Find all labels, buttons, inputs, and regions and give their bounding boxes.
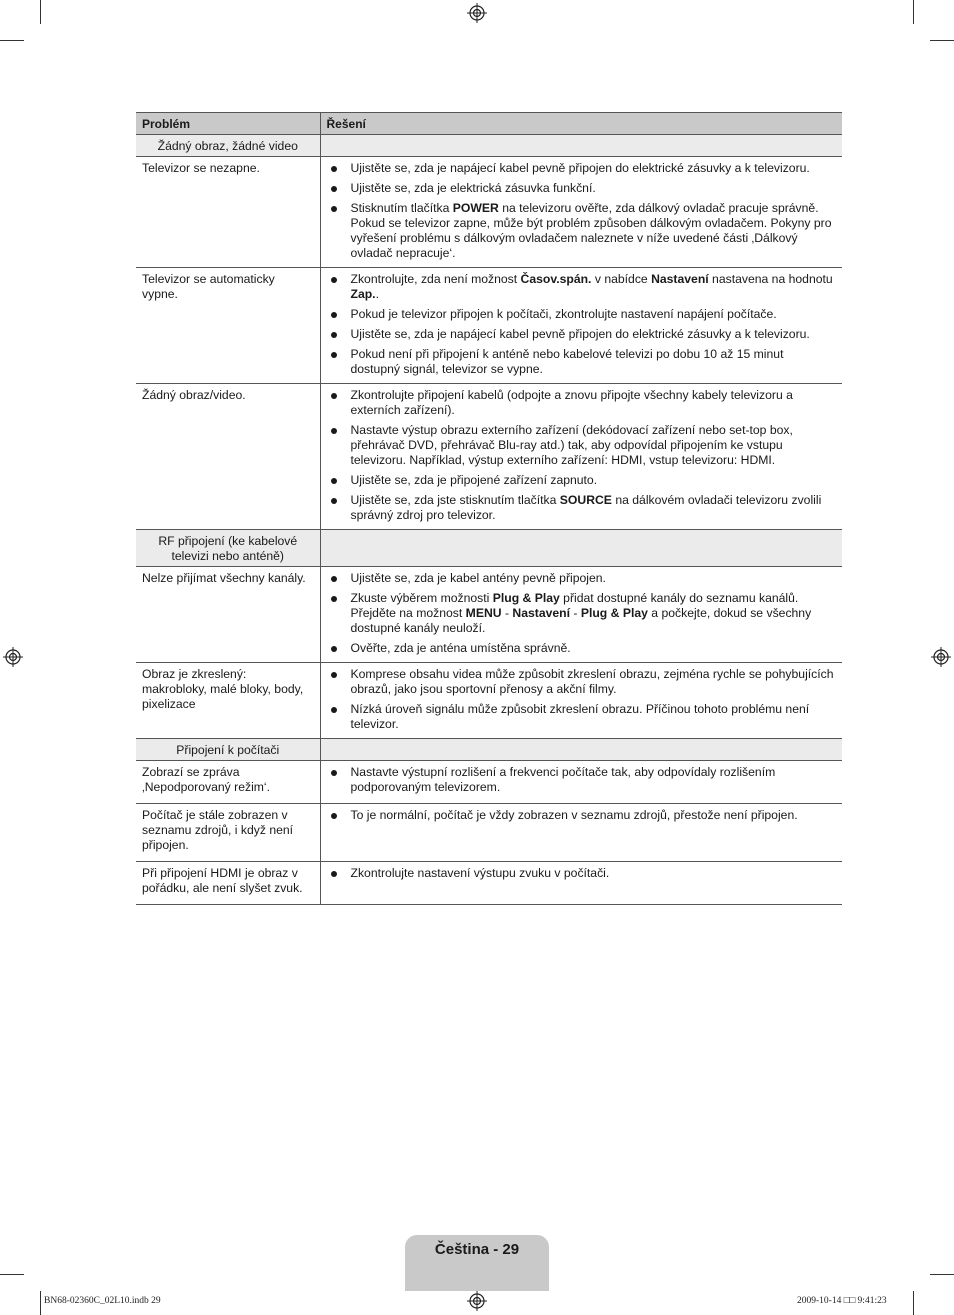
solution-list — [329, 272, 837, 377]
solution-cell — [320, 384, 842, 530]
crop-mark-top-right-h — [930, 40, 954, 41]
crop-mark-bottom-left — [40, 1291, 41, 1315]
page-label: Čeština - 29 — [434, 1241, 520, 1258]
crop-mark-bottom-right — [913, 1291, 914, 1315]
solution-item: Ujistěte se, zda jste stisknutím tlačítka SOURCE na dálkovém ovladači televizoru zvolili správný zdroj pro televizor. — [329, 493, 837, 523]
section-title: Připojení k počítači — [136, 739, 320, 761]
section-title: Žádný obraz, žádné video — [136, 135, 320, 157]
table-row — [136, 268, 842, 384]
solution-item: Ujistěte se, zda je napájecí kabel pevně připojen do elektrické zásuvky a k televizoru. — [329, 327, 837, 342]
imprint-left: BN68-02360C_02L10.indb 29 — [44, 1296, 161, 1306]
solution-list — [329, 866, 837, 881]
solution-item: Ujistěte se, zda je napájecí kabel pevně připojen do elektrické zásuvky a k televizoru. — [329, 161, 837, 176]
table-row — [136, 761, 842, 804]
solution-list — [329, 808, 837, 823]
table-header-row — [136, 113, 842, 135]
solution-item: Ujistěte se, zda je elektrická zásuvka funkční. — [329, 181, 837, 196]
registration-target-icon — [467, 1291, 487, 1311]
problem-cell: Zobrazí se zpráva ‚Nepodporovaný režim‘. — [136, 761, 320, 804]
solution-cell — [320, 804, 842, 862]
solution-cell — [320, 567, 842, 663]
problem-cell: Žádný obraz/video. — [136, 384, 320, 530]
problem-cell: Při připojení HDMI je obraz v pořádku, ale není slyšet zvuk. — [136, 862, 320, 905]
crop-mark-bottom-right-h — [930, 1274, 954, 1275]
solution-item: Nastavte výstup obrazu externího zařízení (dekódovací zařízení nebo set-top box, přehrávač DVD, přehrávač Blu-ray atd.) tak, aby odpovídal připojením ke vstupu televizoru. Například, výstup externího zařízení: HDMI, vstup televizoru: HDMI. — [329, 423, 837, 468]
column-header-problem: Problém — [136, 113, 320, 135]
table-row — [136, 567, 842, 663]
solution-item: Pokud není při připojení k anténě nebo kabelové televizi po dobu 10 až 15 minut dostupný signál, televizor se vypne. — [329, 347, 837, 377]
section-empty-cell — [320, 739, 842, 761]
solution-list — [329, 388, 837, 523]
column-header-solution: Řešení — [320, 113, 842, 135]
solution-cell — [320, 761, 842, 804]
crop-mark-bottom-left-h — [0, 1274, 24, 1275]
solution-cell — [320, 157, 842, 268]
problem-cell: Televizor se nezapne. — [136, 157, 320, 268]
solution-item: Nízká úroveň signálu může způsobit zkreslení obrazu. Příčinou tohoto problému není televizor. — [329, 702, 837, 732]
problem-cell: Obraz je zkreslený: makrobloky, malé bloky, body, pixelizace — [136, 663, 320, 739]
crop-mark-top-left-h — [0, 40, 24, 41]
table-row — [136, 384, 842, 530]
solution-list — [329, 571, 837, 656]
crop-mark-top-left — [40, 0, 41, 24]
section-title: RF připojení (ke kabelové televizi nebo anténě) — [136, 530, 320, 567]
solution-list — [329, 765, 837, 795]
section-header-row — [136, 135, 842, 157]
crop-mark-top-right — [913, 0, 914, 24]
registration-target-icon — [3, 647, 23, 667]
solution-list — [329, 667, 837, 732]
solution-item: Pokud je televizor připojen k počítači, zkontrolujte nastavení napájení počítače. — [329, 307, 837, 322]
solution-item: Zkontrolujte připojení kabelů (odpojte a znovu připojte všechny kabely televizoru a externích zařízení). — [329, 388, 837, 418]
solution-item: Zkuste výběrem možnosti Plug & Play přidat dostupné kanály do seznamu kanálů. Přejděte na možnost MENU - Nastavení - Plug & Play a počkejte, dokud se všechny dostupné kanály neuloží. — [329, 591, 837, 636]
troubleshooting-table — [136, 112, 842, 905]
section-header-row — [136, 530, 842, 567]
solution-item: Komprese obsahu videa může způsobit zkreslení obrazu, zejména rychle se pohybujících obrazů, jako jsou sportovní přenosy a akční filmy. — [329, 667, 837, 697]
section-empty-cell — [320, 530, 842, 567]
section-empty-cell — [320, 135, 842, 157]
solution-cell — [320, 663, 842, 739]
section-header-row — [136, 739, 842, 761]
table-row — [136, 862, 842, 905]
solution-item: Stisknutím tlačítka POWER na televizoru ověřte, zda dálkový ovladač pracuje správně. Pokud se televizor zapne, může být problém způsoben dálkovým ovladačem. Pokyny pro vyřešení problému s dálkovým ovladačem naleznete v níže uvedené části ‚Dálkový ovladač nepracuje‘. — [329, 201, 837, 261]
solution-item: Ujistěte se, zda je kabel antény pevně připojen. — [329, 571, 837, 586]
solution-item: Nastavte výstupní rozlišení a frekvenci počítače tak, aby odpovídaly rozlišením podporovaným televizorem. — [329, 765, 837, 795]
solution-cell — [320, 268, 842, 384]
imprint-right: 2009-10-14 □□ 9:41:23 — [797, 1296, 887, 1306]
problem-cell: Počítač je stále zobrazen v seznamu zdrojů, i když není připojen. — [136, 804, 320, 862]
table-body — [136, 135, 842, 905]
problem-cell: Televizor se automaticky vypne. — [136, 268, 320, 384]
page-number-tab — [405, 1235, 549, 1291]
solution-item: Ujistěte se, zda je připojené zařízení zapnuto. — [329, 473, 837, 488]
registration-target-icon — [931, 647, 951, 667]
solution-cell — [320, 862, 842, 905]
solution-item: To je normální, počítač je vždy zobrazen v seznamu zdrojů, přestože není připojen. — [329, 808, 837, 823]
problem-cell: Nelze přijímat všechny kanály. — [136, 567, 320, 663]
solution-item: Zkontrolujte nastavení výstupu zvuku v počítači. — [329, 866, 837, 881]
solution-item: Ověřte, zda je anténa umístěna správně. — [329, 641, 837, 656]
table-row — [136, 663, 842, 739]
solution-list — [329, 161, 837, 261]
table-row — [136, 157, 842, 268]
table-row — [136, 804, 842, 862]
solution-item: Zkontrolujte, zda není možnost Časov.spán. v nabídce Nastavení nastavena na hodnotu Zap.. — [329, 272, 837, 302]
registration-target-icon — [467, 3, 487, 23]
